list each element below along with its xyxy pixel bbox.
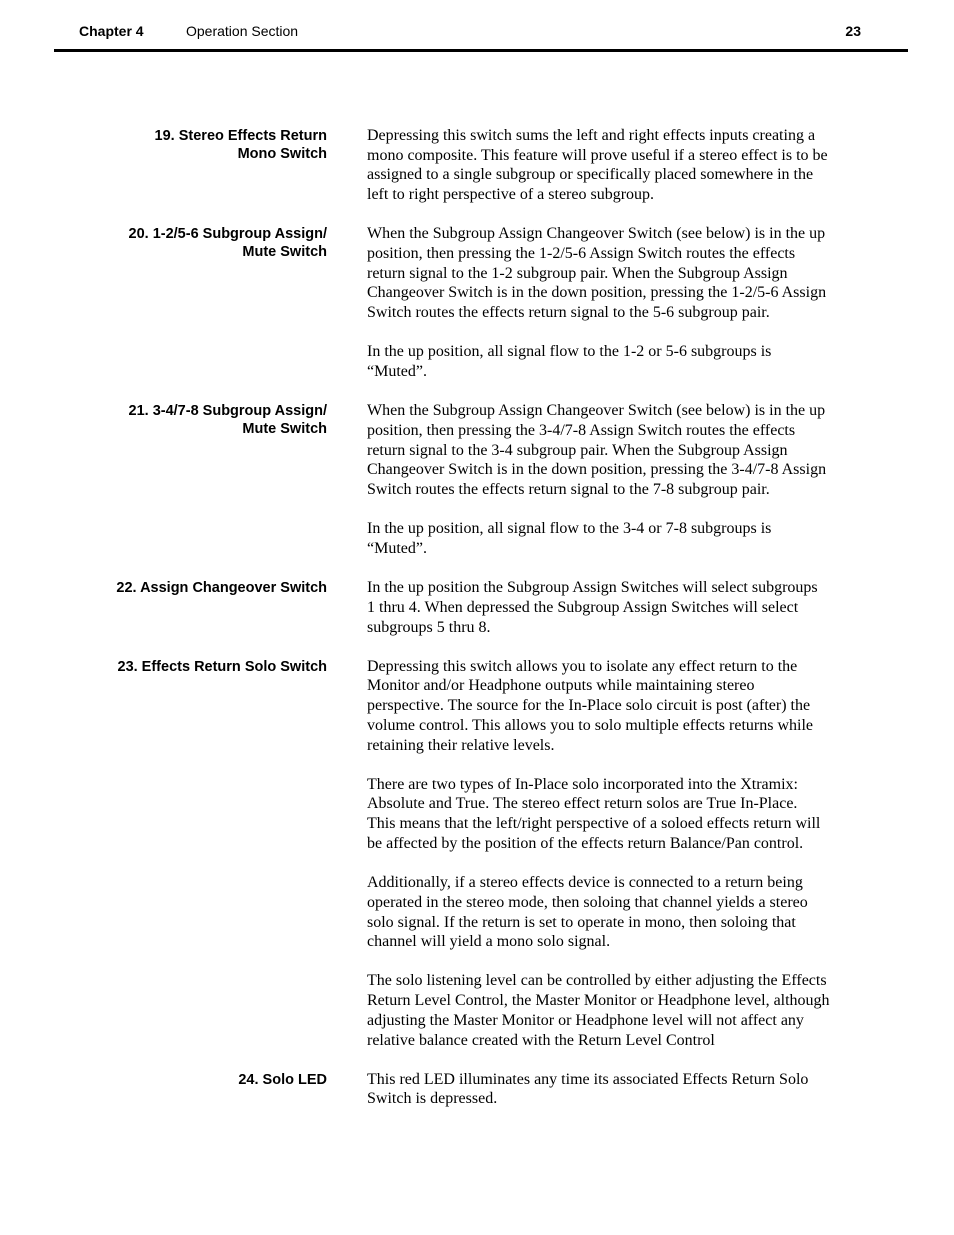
paragraph-line: This means that the left/right perspective of a soloed effects return will (367, 815, 821, 833)
entry-heading (60, 225, 327, 261)
paragraph-line: “Muted”. (367, 363, 427, 381)
switch-description-entry (0, 401, 954, 558)
paragraph-line: Depressing this switch allows you to isolate any effect return to the (367, 657, 798, 675)
description-paragraph (367, 971, 877, 1050)
description-paragraph (367, 224, 877, 323)
switch-description-entry (0, 578, 954, 637)
page-header (54, 0, 908, 52)
paragraph-line: retaining their relative levels. (367, 736, 555, 754)
document-body (0, 126, 954, 1129)
paragraph-line: adjusting the Master Monitor or Headphone level will not affect any (367, 1011, 804, 1029)
paragraph-line: “Muted”. (367, 539, 427, 557)
entry-description (367, 401, 877, 558)
entry-heading-line: Mute Switch (242, 421, 327, 438)
paragraph-line: 1 thru 4. When depressed the Subgroup Assign Switches will select (367, 598, 799, 616)
paragraph-line: There are two types of In-Place solo incorporated into the Xtramix: (367, 775, 798, 793)
description-paragraph (367, 401, 877, 500)
entry-heading (60, 127, 327, 163)
section-title: Operation Section (186, 23, 299, 39)
paragraph-line: subgroups 5 thru 8. (367, 618, 491, 636)
paragraph-line: position, then pressing the 1-2/5-6 Assign Switch routes the effects (367, 245, 796, 263)
entry-heading (60, 1071, 327, 1089)
entry-description (367, 1070, 877, 1109)
paragraph-line: mono composite. This feature will prove useful if a stereo effect is to be (367, 146, 828, 164)
entry-heading (60, 658, 327, 676)
paragraph-line: The solo listening level can be controlled by either adjusting the Effects (367, 972, 827, 990)
switch-description-entry (0, 224, 954, 381)
paragraph-line: Monitor and/or Headphone outputs while maintaining stereo (367, 677, 755, 695)
paragraph-line: When the Subgroup Assign Changeover Switch (see below) is in the up (367, 225, 826, 243)
chapter-label: Chapter 4 (79, 23, 144, 39)
entry-heading (60, 579, 327, 597)
paragraph-line: In the up position, all signal flow to the 3-4 or 7-8 subgroups is (367, 520, 772, 538)
entry-heading-line: 21. 3-4/7-8 Subgroup Assign/ (128, 403, 327, 420)
paragraph-line: perspective. The source for the In-Place solo circuit is post (after) the (367, 697, 811, 715)
description-paragraph (367, 519, 877, 558)
entry-description (367, 126, 877, 205)
paragraph-line: channel will yield a mono solo signal. (367, 933, 611, 951)
paragraph-line: This red LED illuminates any time its associated Effects Return Solo (367, 1070, 809, 1088)
paragraph-line: position, then pressing the 3-4/7-8 Assign Switch routes the effects (367, 421, 796, 439)
entry-heading-line: 23. Effects Return Solo Switch (117, 658, 327, 675)
paragraph-line: return signal to the 3-4 subgroup pair. When the Subgroup Assign (367, 441, 788, 459)
paragraph-line: In the up position, all signal flow to the 1-2 or 5-6 subgroups is (367, 343, 772, 361)
description-paragraph (367, 775, 877, 854)
switch-description-entry (0, 657, 954, 1050)
description-paragraph (367, 578, 877, 637)
switch-description-entry (0, 126, 954, 205)
paragraph-line: Return Level Control, the Master Monitor or Headphone level, although (367, 992, 830, 1010)
paragraph-line: When the Subgroup Assign Changeover Switch (see below) is in the up (367, 402, 826, 420)
entry-heading-line: Mono Switch (237, 146, 327, 162)
paragraph-line: return signal to the 1-2 subgroup pair. When the Subgroup Assign (367, 264, 788, 282)
paragraph-line: solo signal. If the return is set to operate in mono, then soloing that (367, 913, 796, 931)
description-paragraph (367, 126, 877, 205)
entry-heading (60, 402, 327, 438)
paragraph-line: Changeover Switch is in the down position, pressing the 1-2/5-6 Assign (367, 284, 827, 302)
paragraph-line: In the up position the Subgroup Assign Switches will select subgroups (367, 579, 818, 597)
paragraph-line: left to right perspective of a stereo subgroup. (367, 186, 655, 204)
paragraph-line: assigned to a single subgroup or specifically placed somewhere in the (367, 166, 814, 184)
paragraph-line: Depressing this switch sums the left and right effects inputs creating a (367, 127, 816, 144)
entry-heading-line: 19. Stereo Effects Return (154, 128, 327, 144)
entry-heading-line: 22. Assign Changeover Switch (116, 580, 327, 597)
entry-description (367, 224, 877, 381)
paragraph-line: Changeover Switch is in the down position, pressing the 3-4/7-8 Assign (367, 461, 827, 479)
paragraph-line: Switch routes the effects return signal to the 7-8 subgroup pair. (367, 481, 770, 499)
entry-heading-line: 24. Solo LED (238, 1071, 327, 1088)
paragraph-line: Absolute and True. The stereo effect return solos are True In-Place. (367, 795, 798, 813)
description-paragraph (367, 342, 877, 381)
entry-description (367, 657, 877, 1050)
entry-heading-line: 20. 1-2/5-6 Subgroup Assign/ (128, 226, 327, 243)
paragraph-line: Switch is depressed. (367, 1090, 498, 1108)
description-paragraph (367, 873, 877, 952)
paragraph-line: Switch routes the effects return signal to the 5-6 subgroup pair. (367, 304, 770, 322)
paragraph-line: relative balance created with the Return Level Control (367, 1031, 715, 1049)
switch-description-entry (0, 1070, 954, 1109)
paragraph-line: volume control. This allows you to solo multiple effects returns while (367, 716, 814, 734)
page-number: 23 (845, 23, 861, 39)
paragraph-line: operated in the stereo mode, then soloing that channel yields a stereo (367, 893, 808, 911)
description-paragraph (367, 657, 877, 756)
paragraph-line: be affected by the position of the effects return Balance/Pan control. (367, 834, 804, 852)
description-paragraph (367, 1070, 877, 1109)
paragraph-line: Additionally, if a stereo effects device is connected to a return being (367, 874, 803, 892)
entry-heading-line: Mute Switch (242, 244, 327, 261)
entry-description (367, 578, 877, 637)
